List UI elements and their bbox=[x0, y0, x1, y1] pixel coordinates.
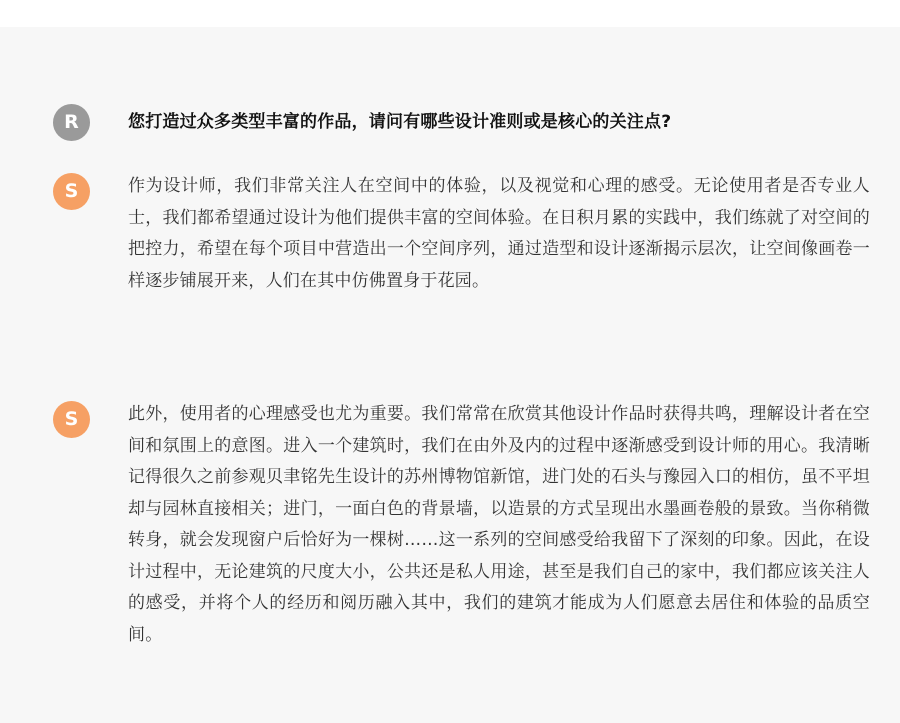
answer-text: 此外，使用者的心理感受也尤为重要。我们常常在欣赏其他设计作品时获得共鸣，理解设计者在空间和氛围上的意图。进入一个建筑时，我们在由外及内的过程中逐渐感受到设计师的用心。我清晰记得很久之前参观贝聿铭先生设计的苏州博物馆新馆，进门处的石头与豫园入口的相仿，虽不平坦却与园林直接相关；进门，一面白色的背景墙，以造景的方式呈现出水墨画卷般的景致。当你稍微转身，就会发现窗户后恰好为一棵树……这一系列的空间感受给我留下了深刻的印象。因此，在设计过程中，无论建筑的尺度大小，公共还是私人用途，甚至是我们自己的家中，我们都应该关注人的感受，并将个人的经历和阅历融入其中，我们的建筑才能成为人们愿意去居住和体验的品质空间。 bbox=[128, 404, 870, 645]
avatar: S bbox=[53, 173, 90, 210]
question-text: 您打造过众多类型丰富的作品，请问有哪些设计准则或是核心的关注点? bbox=[128, 112, 672, 132]
avatar: S bbox=[53, 401, 90, 438]
answer-text: 作为设计师，我们非常关注人在空间中的体验，以及视觉和心理的感受。无论使用者是否专业人士，我们都希望通过设计为他们提供丰富的空间体验。在日积月累的实践中，我们练就了对空间的把控力，希望在每个项目中营造出一个空间序列，通过造型和设计逐渐揭示层次，让空间像画卷一样逐步铺展开来，人们在其中仿佛置身于花园。 bbox=[128, 176, 870, 291]
avatar: R bbox=[53, 104, 90, 141]
interview-panel bbox=[0, 27, 900, 723]
